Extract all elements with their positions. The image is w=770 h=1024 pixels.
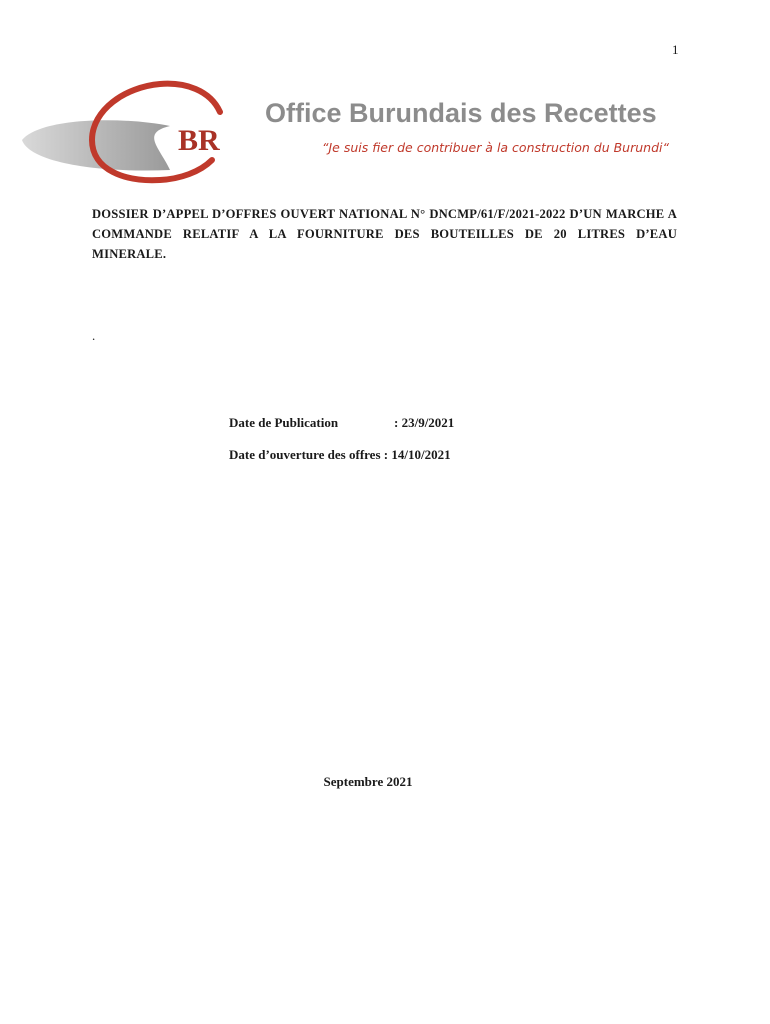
organization-tagline: “Je suis fier de contribuer à la construction du Burundi“ [322, 140, 669, 155]
publication-date-row [229, 415, 455, 431]
publication-date-label: Date de Publication [229, 415, 339, 430]
document-date: Septembre 2021 [323, 774, 413, 789]
logo-text: BR [178, 124, 220, 157]
obr-logo-graphic [20, 78, 250, 188]
separator-dot: . [92, 328, 96, 343]
obr-logo [20, 78, 250, 188]
page-number: 1 [672, 42, 679, 57]
publication-date-value: : 23/9/2021 [394, 415, 455, 430]
document-title: DOSSIER D’APPEL D’OFFRES OUVERT NATIONAL N° DNCMP/61/F/2021-2022 D’UN MARCHE A COMMANDE RELATIF A LA FOURNITURE DES BOUTEILLES DE 20 LITRES D’EAU MINERALE. [92, 207, 677, 261]
organization-name: Office Burundais des Recettes [265, 98, 657, 128]
opening-date-row: Date d’ouverture des offres : 14/10/2021 [229, 447, 451, 462]
